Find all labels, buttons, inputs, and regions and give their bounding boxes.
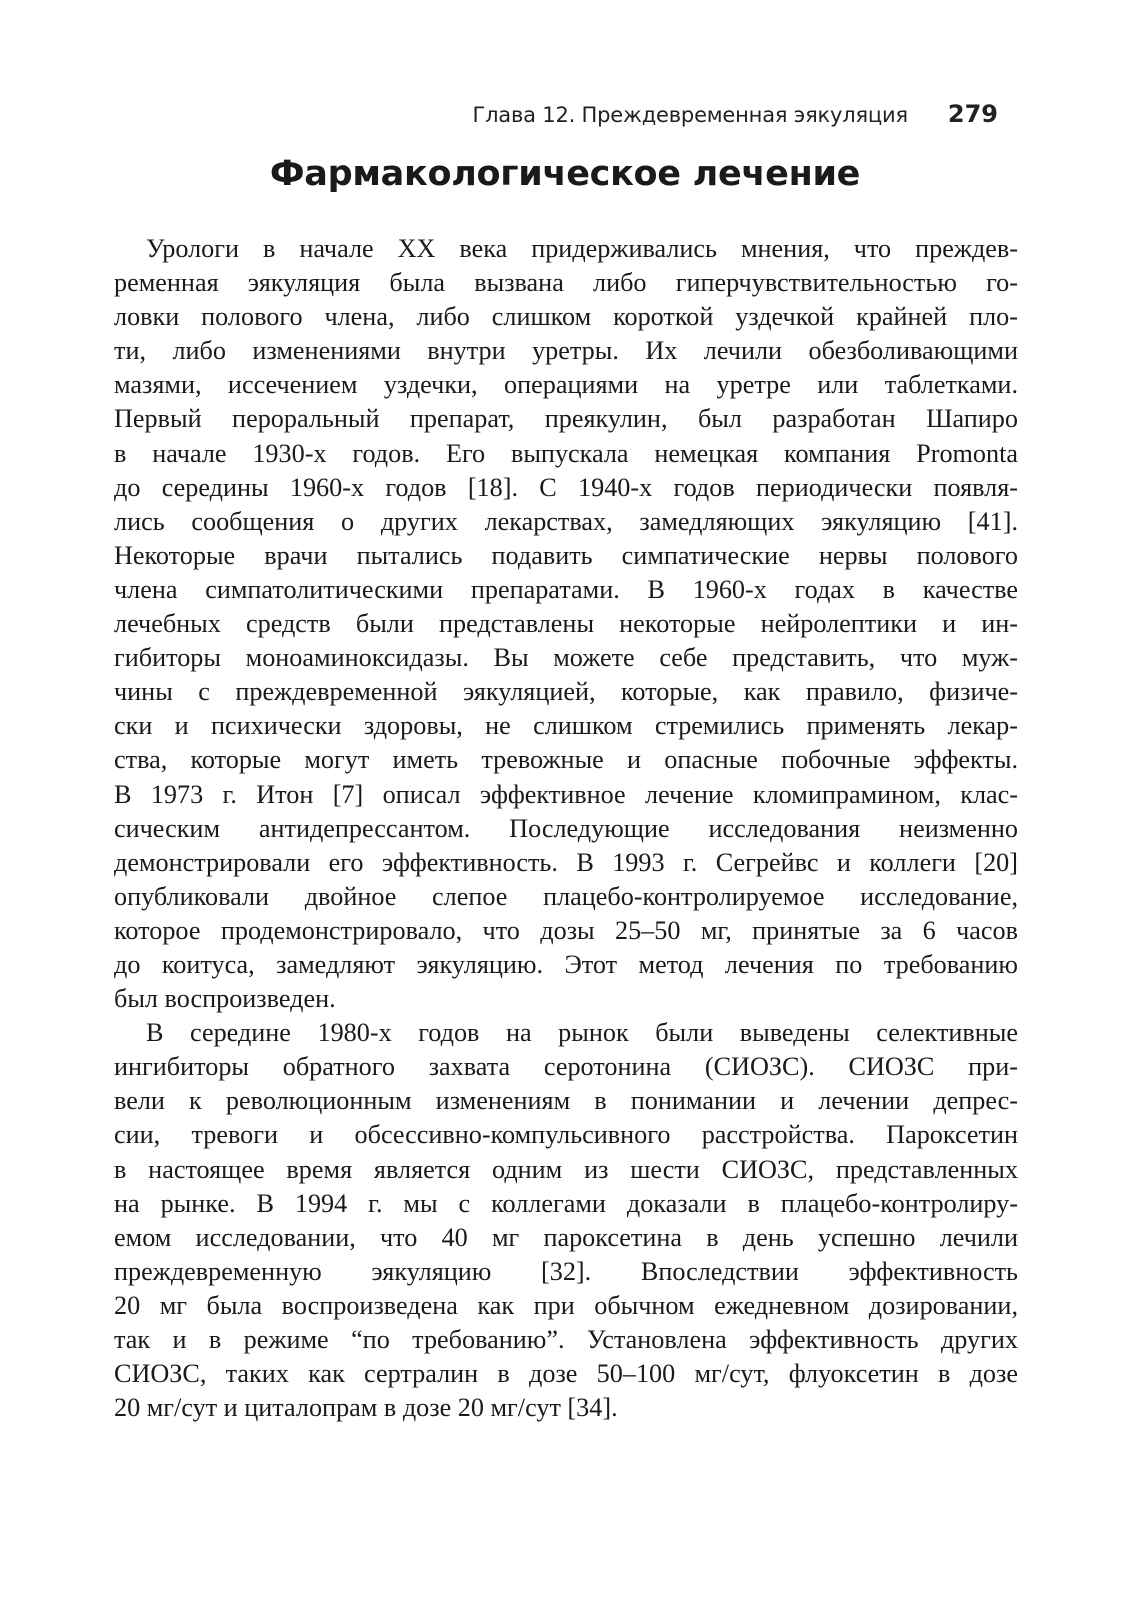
text-line: ти, либо изменениями внутри уретры. Их лечили обезболивающими: [114, 336, 1018, 366]
text-line: 20 мг была воспроизведена как при обычном ежедневном дозировании,: [114, 1290, 1018, 1320]
text-line: Некоторые врачи пытались подавить симпатические нервы полового: [114, 540, 1018, 570]
text-line: Первый пероральный препарат, преякулин, был разработан Шапиро: [114, 404, 1018, 434]
text-line: 20 мг/сут и циталопрам в дозе 20 мг/сут [34].: [114, 1393, 618, 1423]
text-line: лечебных средств были представлены некоторые нейролептики и ин-: [114, 609, 1018, 639]
text-line: члена симпатолитическими препаратами. В 1960-х годах в качестве: [114, 574, 1018, 604]
text-line: на рынке. В 1994 г. мы с коллегами доказали в плацебо-контролиру-: [114, 1188, 1018, 1218]
page-number: 279: [947, 100, 998, 128]
text-line: лись сообщения о других лекарствах, замедляющих эякуляцию [41].: [114, 506, 1018, 536]
running-header: [472, 100, 998, 128]
text-line: В середине 1980-х годов на рынок были выведены селективные: [146, 1018, 1018, 1048]
text-line: ременная эякуляция была вызвана либо гиперчувствительностью го-: [114, 268, 1018, 298]
text-line: чины с преждевременной эякуляцией, которые, как правило, физиче-: [114, 677, 1018, 707]
paragraph: [114, 232, 1018, 1016]
text-line: сии, тревоги и обсессивно-компульсивного расстройства. Пароксетин: [114, 1120, 1018, 1150]
text-line: СИОЗС, таких как сертралин в дозе 50–100 мг/сут, флуоксетин в дозе: [114, 1359, 1018, 1389]
paragraph: [114, 1016, 1018, 1425]
text-line: так и в режиме “по требованию”. Установлена эффективность других: [114, 1325, 1018, 1354]
text-line: емом исследовании, что 40 мг пароксетина в день успешно лечили: [114, 1222, 1018, 1252]
text-line: которое продемонстрировало, что дозы 25–50 мг, принятые за 6 часов: [114, 915, 1018, 945]
text-line: сическим антидепрессантом. Последующие исследования неизменно: [114, 813, 1018, 843]
text-line: был воспроизведен.: [114, 984, 336, 1014]
text-line: Урологи в начале XX века придерживались мнения, что преждев-: [146, 234, 1018, 263]
text-line: до коитуса, замедляют эякуляцию. Этот метод лечения по требованию: [114, 949, 1018, 979]
text-line: ингибиторы обратного захвата серотонина (СИОЗС). СИОЗС при-: [114, 1052, 1018, 1082]
text-line: В 1973 г. Итон [7] описал эффективное лечение кломипрамином, клас-: [114, 779, 1018, 809]
text-line: до середины 1960-х годов [18]. С 1940-х годов периодически появля-: [114, 472, 1018, 502]
text-line: ски и психически здоровы, не слишком стремились применять лекар-: [114, 711, 1018, 741]
text-line: в настоящее время является одним из шести СИОЗС, представленных: [114, 1154, 1018, 1184]
text-line: в начале 1930-х годов. Его выпускала немецкая компания Promonta: [114, 438, 1018, 468]
text-line: ства, которые могут иметь тревожные и опасные побочные эффекты.: [114, 745, 1018, 775]
text-line: мазями, иссечением уздечки, операциями на уретре или таблетками.: [114, 370, 1018, 400]
text-line: преждевременную эякуляцию [32]. Впоследствии эффективность: [114, 1256, 1018, 1286]
text-line: вели к революционным изменениям в понимании и лечении депрес-: [114, 1086, 1018, 1116]
section-title: Фармакологическое лечение: [269, 154, 861, 194]
text-line: опубликовали двойное слепое плацебо-контролируемое исследование,: [114, 881, 1018, 911]
text-line: ловки полового члена, либо слишком короткой уздечкой крайней пло-: [114, 302, 1018, 332]
text-line: демонстрировали его эффективность. В 1993 г. Сегрейвс и коллеги [20]: [114, 847, 1018, 877]
body-text: [114, 232, 1018, 1425]
chapter-running-title: Глава 12. Преждевременная эякуляция: [472, 103, 908, 127]
text-line: гибиторы моноаминоксидазы. Вы можете себе представить, что муж-: [114, 643, 1018, 673]
